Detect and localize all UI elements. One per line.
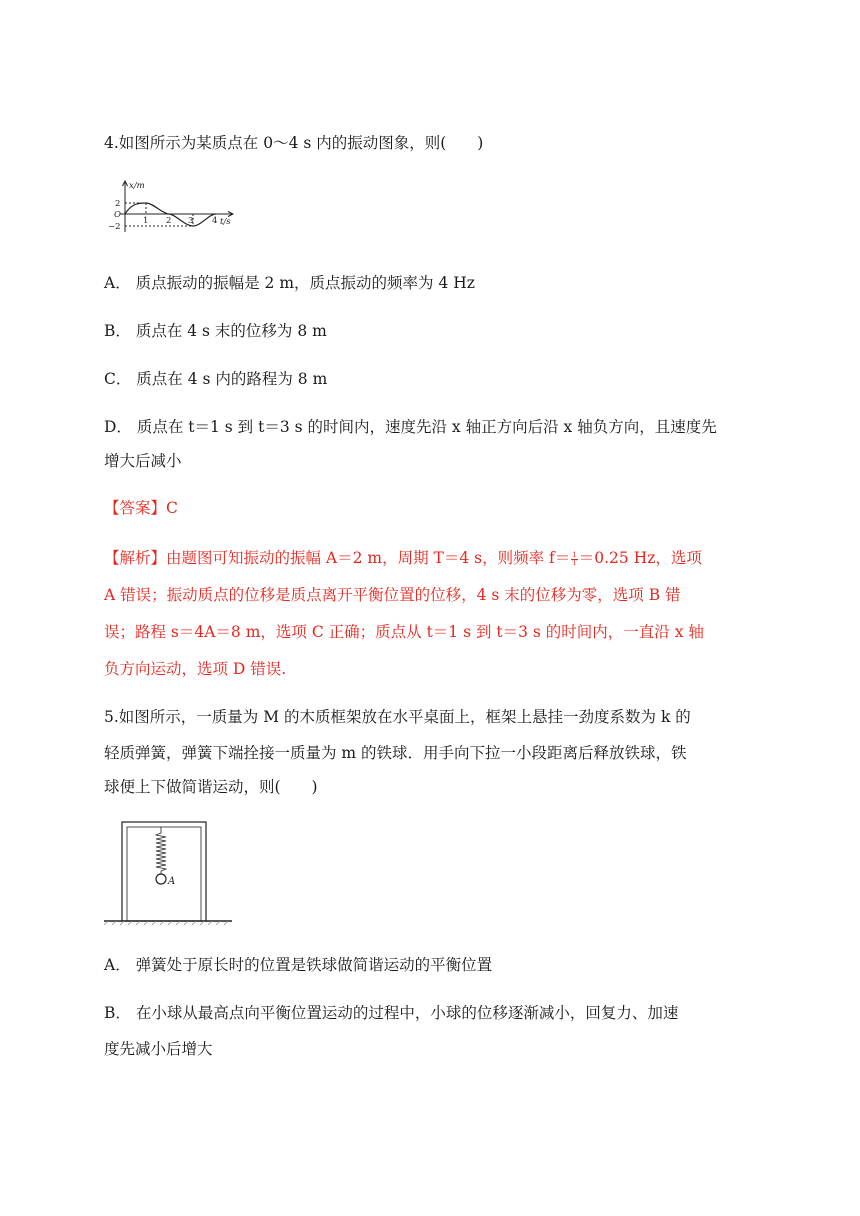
q5-stem-line1: 5.如图所示，一质量为 M 的木质框架放在水平桌面上，框架上悬挂一劲度系数为 k 的 — [104, 708, 691, 726]
q5-stem-line2: 轻质弹簧，弹簧下端拴接一质量为 m 的铁球．用手向下拉一小段距离后释放铁球，铁 — [104, 744, 687, 762]
q5-option-b-line2: 度先减小后增大 — [104, 1040, 213, 1058]
q4-option-d-line2: 增大后减小 — [104, 452, 182, 470]
y-tick-neg2: −2 — [108, 222, 121, 232]
fraction-1-over-T: $\frac{1}{T}$ — [572, 550, 577, 567]
x-tick-3: 3 — [188, 216, 194, 226]
q4-vibration-graph — [108, 178, 238, 236]
q4-analysis — [104, 540, 759, 688]
q4-option-c: C． 质点在 4 s 内的路程为 8 m — [104, 370, 328, 388]
q4-answer: 【答案】C — [104, 499, 178, 517]
q5-option-a: A． 弹簧处于原长时的位置是铁球做简谐运动的平衡位置 — [104, 956, 493, 974]
x-axis-label: t/s — [220, 217, 231, 227]
iron-ball — [156, 874, 166, 884]
q4-stem: 4.如图所示为某质点在 0～4 s 内的振动图象，则( ) — [104, 134, 484, 152]
analysis-line-2: A 错误；振动质点的位移是质点离开平衡位置的位移，4 s 末的位移为零，选项 B 错 — [104, 586, 681, 604]
q5-option-b-line1: B． 在小球从最高点向平衡位置运动的过程中，小球的位移逐渐减小，回复力、加速 — [104, 1004, 679, 1022]
origin-label: O — [114, 210, 121, 220]
analysis-line-1: 【解析】由题图可知振动的振幅 A＝2 m，周期 T＝4 s，则频率 f＝ $\frac{1}{T}$ ＝0.25 Hz，选项 — [104, 549, 702, 567]
q5-stem-line3: 球便上下做简谐运动，则( ) — [104, 778, 318, 796]
spring — [156, 827, 166, 874]
q4-option-b: B． 质点在 4 s 末的位移为 8 m — [104, 322, 327, 340]
analysis-line-3: 误；路程 s＝4A＝8 m，选项 C 正确；质点从 t＝1 s 到 t＝3 s 的时间内，一直沿 x 轴 — [104, 623, 704, 641]
x-tick-1: 1 — [143, 216, 149, 226]
analysis-line-4: 负方向运动，选项 D 错误. — [104, 660, 287, 678]
q5-frame-spring-figure — [104, 820, 234, 926]
ball-label: A — [168, 876, 176, 887]
y-tick-2: 2 — [115, 199, 121, 209]
x-tick-4: 4 — [212, 216, 218, 226]
y-axis-label: x/m — [129, 181, 145, 191]
x-tick-2: 2 — [166, 216, 172, 226]
q4-option-a: A． 质点振动的振幅是 2 m，质点振动的频率为 4 Hz — [104, 274, 475, 292]
q4-option-d-line1: D． 质点在 t＝1 s 到 t＝3 s 的时间内，速度先沿 x 轴正方向后沿 x 轴负方向，且速度先 — [104, 418, 717, 436]
